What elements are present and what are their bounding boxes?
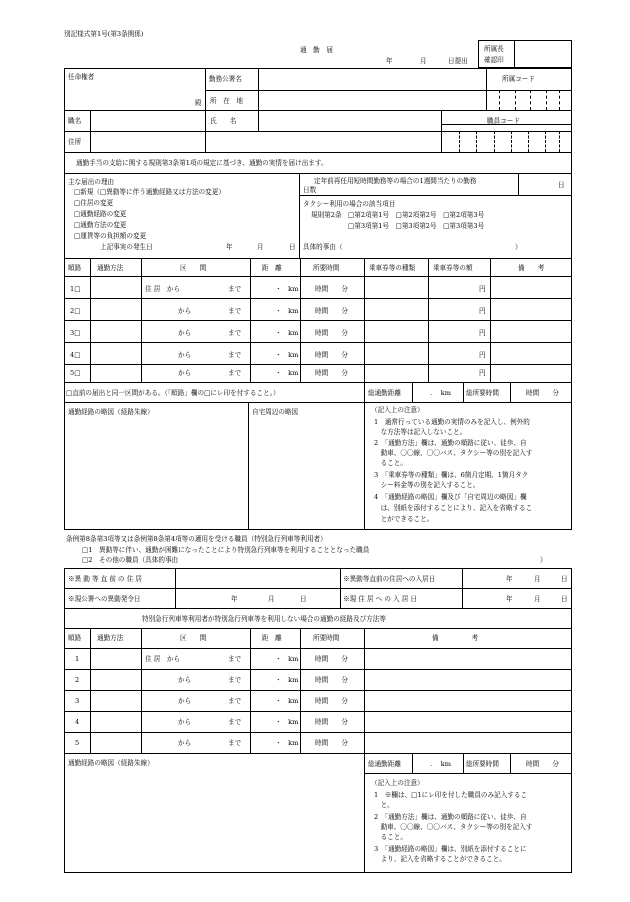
total-time-2-value[interactable]: 時間 分 — [526, 760, 559, 768]
curr-home-month: 月 — [534, 595, 541, 603]
position-label: 職名 — [68, 117, 82, 125]
t2-row-time: 時間 分 — [315, 676, 348, 684]
home-map-area[interactable] — [252, 420, 360, 525]
total-distance-2-value[interactable]: . km — [430, 760, 452, 768]
prev-home-date-label: ※異動等直前の住居への入居日 — [343, 575, 436, 583]
t2-row-time: 時間 分 — [315, 655, 348, 663]
reason-item[interactable]: □新規（□異動等に伴う通勤経路又は方法の変更） — [74, 188, 225, 196]
t2-row-to: まで — [228, 697, 242, 705]
col-line — [90, 628, 91, 753]
row-line — [64, 402, 572, 403]
t2-row-time: 時間 分 — [315, 718, 348, 726]
route-map-2-area[interactable] — [68, 772, 360, 868]
col-line — [250, 628, 251, 753]
t1-row-km: ・ km — [275, 307, 299, 315]
name-label: 氏 名 — [210, 117, 237, 125]
row-line — [64, 131, 572, 132]
col-line — [141, 258, 142, 382]
staff-code-cell-divider — [559, 131, 560, 152]
col-line — [90, 110, 91, 152]
t2-header-distance: 距 離 — [262, 634, 282, 642]
notes-1-line: 1 通常行っている通勤の実情のみを記入し、例外的 — [374, 418, 530, 426]
staff-code-cell-divider — [545, 131, 546, 152]
address-label: 住所 — [68, 138, 82, 146]
parttime-unit: 日 — [558, 181, 565, 189]
special-option-1[interactable]: □1 異動等に伴い、通勤が困難になったことにより特別急行列車等を利用することとなった職員 — [82, 546, 370, 554]
col-line — [486, 68, 487, 110]
curr-home-date-label: ※現 住 居 へ の 入 居 日 — [343, 595, 418, 603]
special-heading: 条例第8条第3項等又は条例第8条第4項等の適用を受ける職員（特別急行列車等利用者） — [66, 535, 327, 543]
occurred-month: 月 — [257, 243, 264, 251]
curr-home-year: 年 — [506, 595, 513, 603]
t1-row-no[interactable]: 4□ — [70, 351, 81, 359]
office-name-field[interactable] — [262, 72, 482, 86]
t1-row-km: ・ km — [275, 329, 299, 337]
row-line — [64, 608, 572, 609]
dept-code-cell-divider — [499, 90, 500, 110]
t1-row-to: まで — [228, 285, 242, 293]
t1-header-method: 通勤方法 — [97, 264, 124, 272]
t2-header-method: 通勤方法 — [97, 634, 124, 642]
notes-1-line: 3 「乗車券等の種類」欄は、6箇月定期、1箇月タク — [374, 471, 529, 479]
occurred-day: 日 — [289, 243, 296, 251]
t2-header-time: 所要時間 — [313, 634, 340, 642]
col-line — [463, 382, 464, 402]
t2-header-route: 順路 — [68, 634, 82, 642]
prev-home-field[interactable] — [179, 571, 336, 585]
row-line — [205, 90, 572, 91]
total-distance-label: 総通勤距離 — [368, 389, 401, 397]
parttime-days-field[interactable] — [521, 177, 555, 191]
stamp-divider — [514, 40, 515, 68]
notes-2-title: （記入上の注意） — [371, 779, 424, 787]
t1-row-no[interactable]: 3□ — [70, 329, 81, 337]
occurred-date-label: 上記事実の発生日 — [100, 243, 153, 251]
submit-year: 年 — [386, 57, 393, 65]
col-line — [412, 753, 413, 773]
notes-1-line: な方法等は記入しないこと。 — [374, 428, 467, 436]
location-label: 所 在 地 — [210, 97, 243, 105]
notes-2-line: 2 「通勤方法」欄は、通勤の順路に従い、徒歩、自 — [374, 813, 527, 821]
stamp-label-1: 所属長 — [484, 45, 504, 53]
dept-code-label: 所属コード — [502, 75, 535, 83]
row-line — [64, 588, 572, 589]
curr-home-day: 日 — [561, 595, 568, 603]
curr-office-date-label: ※現公署への異動発令日 — [68, 595, 141, 603]
t2-row-no: 5 — [75, 739, 80, 747]
row-line — [64, 110, 572, 111]
col-line — [141, 628, 142, 753]
col-line — [90, 258, 91, 382]
col-line — [510, 753, 511, 773]
notes-1-line: 動車、〇〇線、〇〇バス、タクシー等の別を記入す — [374, 449, 533, 457]
staff-code-cell-divider — [528, 131, 529, 152]
route-map-label: 通勤経路の略図（経路朱線） — [68, 408, 154, 416]
notes-2-line: より、記入を省略することができること。 — [374, 855, 506, 863]
t2-row-time: 時間 分 — [315, 697, 348, 705]
staff-code-cell-divider — [511, 131, 512, 152]
taxi-reason-field[interactable] — [350, 240, 510, 252]
notes-2-line: ること。 — [374, 833, 407, 841]
notes-1-line: 2 「通勤方法」欄は、通勤の順路に従い、徒歩、自 — [374, 439, 527, 447]
t1-row-yen: 円 — [479, 285, 486, 293]
special-reason-close: ） — [540, 556, 547, 564]
t1-header-route: 順路 — [68, 264, 82, 272]
t1-row-time: 時間 分 — [315, 285, 348, 293]
notes-1-line: シー料金等の別を記入すること。 — [374, 481, 480, 489]
prev-home-month: 月 — [534, 575, 541, 583]
t1-row-from: から — [178, 329, 192, 337]
notes-1-line: ること。 — [374, 459, 407, 467]
t1-row-no[interactable]: 5□ — [70, 369, 81, 377]
t2-row-to: まで — [228, 718, 242, 726]
row-line — [64, 753, 572, 754]
notes-1-line: とができること。 — [374, 515, 434, 523]
t2-row-km: ・ km — [275, 739, 299, 747]
total-time-2-label: 総所要時間 — [466, 760, 499, 768]
curr-office-month: 月 — [268, 595, 275, 603]
notes-1-title: （記入上の注意） — [371, 406, 424, 414]
t1-row-time: 時間 分 — [315, 351, 348, 359]
notes-1-line: は、別紙を添付することにより、記入を省略するこ — [374, 504, 533, 512]
t2-row-km: ・ km — [275, 676, 299, 684]
declaration-text: 通勤手当の支給に関する規則第3条第1項の規定に基づき、通勤の実情を届け出ます。 — [76, 159, 328, 167]
col-line — [510, 382, 511, 402]
t2-header-section: 区 間 — [180, 634, 207, 642]
route-map-2-label: 通勤経路の略図（経路朱線） — [68, 759, 154, 767]
t1-row-from: から — [178, 307, 192, 315]
reason-item[interactable]: □運賃等の負担額の変更 — [74, 232, 147, 240]
notes-2-line: 動車、〇〇線、〇〇バス、タクシー等の別を記入す — [374, 823, 533, 831]
t2-row-no: 1 — [75, 655, 80, 663]
staff-code-cell-divider — [494, 131, 495, 152]
reason-item[interactable]: □通勤経路の変更 — [74, 210, 127, 218]
t1-row-to: まで — [228, 351, 242, 359]
t1-row-no[interactable]: 1□ — [70, 285, 81, 293]
parttime-label-2: 日数 — [303, 186, 317, 194]
reason-header: 主な届出の理由 — [68, 178, 115, 186]
t2-row-to: まで — [228, 676, 242, 684]
row-line — [64, 382, 572, 383]
col-line — [428, 258, 429, 382]
t1-row-yen: 円 — [479, 369, 486, 377]
notes-2-line: と。 — [374, 801, 394, 809]
notes-2-line: 3 「通勤経路の略図」欄は、別紙を添付することに — [374, 845, 527, 853]
parttime-label-1: 定年前再任用短時間勤務等の場合の1週間当たりの勤務 — [314, 177, 477, 185]
occurred-year: 年 — [226, 243, 233, 251]
honorific-label: 殿 — [195, 99, 202, 107]
t1-header-time: 所要時間 — [313, 264, 340, 272]
staff-code-label: 職員コード — [487, 117, 520, 125]
staff-code-cell-divider — [459, 131, 460, 152]
col-line — [250, 258, 251, 382]
col-line — [299, 173, 300, 258]
location-field[interactable] — [262, 93, 482, 107]
t1-header-ticket-type: 乗車券等の種類 — [369, 264, 416, 272]
col-line — [300, 628, 301, 753]
curr-office-year: 年 — [231, 595, 238, 603]
dept-code-cell-divider — [559, 90, 560, 110]
stamp-label-2: 確認印 — [484, 56, 504, 64]
table2-caption: 特別急行列車等利用者が特別急行列車等を利用しない場合の通勤の経路及び方法等 — [142, 615, 386, 623]
col-line — [364, 628, 365, 753]
t1-row-km: ・ km — [275, 351, 299, 359]
office-name-label: 勤務公署名 — [209, 75, 242, 83]
curr-office-day: 日 — [300, 595, 307, 603]
t1-header-ticket-amount: 乗車券等の額 — [433, 264, 473, 272]
t2-row-to: まで — [228, 739, 242, 747]
reason-item[interactable]: □通勤方法の変更 — [74, 221, 127, 229]
t2-row-from: から — [178, 739, 192, 747]
t1-row-time: 時間 分 — [315, 329, 348, 337]
prev-home-year: 年 — [506, 575, 513, 583]
prev-home-day: 日 — [561, 575, 568, 583]
form-id: 別記様式第1号(第3条関係) — [64, 30, 144, 38]
row-line — [64, 152, 572, 153]
t1-row-to: まで — [228, 329, 242, 337]
total-distance-2-label: 総通勤距離 — [368, 760, 401, 768]
t1-row-to: まで — [228, 369, 242, 377]
col-line — [175, 568, 176, 608]
t1-row-to: まで — [228, 307, 242, 315]
total-distance-value[interactable]: . km — [430, 389, 452, 397]
t2-row-time: 時間 分 — [315, 739, 348, 747]
taxi-reason-label: 具体的事由（ — [303, 243, 343, 251]
col-line — [462, 568, 463, 608]
reason-item[interactable]: □住居の変更 — [74, 199, 114, 207]
t2-row-no: 4 — [75, 718, 80, 726]
name-field[interactable] — [262, 114, 437, 128]
col-line — [258, 68, 259, 131]
row-line — [364, 773, 572, 774]
t2-row-km: ・ km — [275, 697, 299, 705]
col-line — [364, 402, 365, 530]
col-line — [412, 382, 413, 402]
col-line — [364, 258, 365, 382]
dept-code-cell-divider — [515, 90, 516, 110]
dept-code-cell-divider — [530, 90, 531, 110]
t1-row-no[interactable]: 2□ — [70, 307, 81, 315]
taxi-rule: 規則第2条 — [311, 211, 342, 219]
t2-row-km: ・ km — [275, 655, 299, 663]
t2-row-km: ・ km — [275, 718, 299, 726]
col-line — [490, 258, 491, 382]
t1-row-from: 住 居 から — [145, 285, 181, 293]
t2-row-to: まで — [228, 655, 242, 663]
col-line — [248, 402, 249, 530]
taxi-reason-close: ） — [515, 243, 522, 251]
col-line — [340, 568, 341, 608]
t2-row-from: から — [178, 718, 192, 726]
notes-2-line: 1 ※欄は、□1にレ印を付した職員のみ記入するこ — [374, 791, 528, 799]
t2-header-remarks: 備 考 — [432, 634, 479, 642]
t1-row-from: から — [178, 369, 192, 377]
submit-month: 月 — [420, 57, 427, 65]
col-line — [300, 258, 301, 382]
t1-row-km: ・ km — [275, 369, 299, 377]
col-line — [441, 110, 442, 152]
special-option-2[interactable]: □2 その他の職員（具体的事由 — [82, 556, 179, 564]
address-field[interactable] — [94, 135, 434, 149]
t2-row-from: 住 居 から — [145, 655, 181, 663]
t1-row-from: から — [178, 351, 192, 359]
t1-row-time: 時間 分 — [315, 369, 348, 377]
t1-header-remarks: 備 考 — [518, 264, 545, 272]
t1-header-distance: 距 離 — [262, 264, 282, 272]
staff-code-cell-divider — [476, 131, 477, 152]
row-line — [299, 195, 572, 196]
t2-row-from: から — [178, 697, 192, 705]
route-map-area[interactable] — [68, 420, 244, 525]
dept-code-cell-divider — [546, 90, 547, 110]
row-line — [64, 173, 572, 174]
t1-row-yen: 円 — [479, 329, 486, 337]
t1-row-yen: 円 — [479, 351, 486, 359]
t1-row-km: ・ km — [275, 285, 299, 293]
form-title: 通 勤 届 — [300, 46, 333, 54]
appointer-label: 任命権者 — [68, 73, 95, 81]
taxi-options-row2[interactable]: □第3項第1号 □第3項第2号 □第3項第3号 — [348, 222, 485, 230]
taxi-header: タクシー利用の場合の該当項目 — [303, 200, 396, 208]
row-line — [441, 124, 572, 125]
prev-home-label: ※異 動 等 直 前 の 住 居 — [68, 575, 143, 583]
total-time-label: 総所要時間 — [466, 389, 499, 397]
t2-row-no: 3 — [75, 697, 80, 705]
notes-1-line: 4 「通勤経路の略図」欄及び「自宅周辺の略図」欄 — [374, 493, 527, 501]
t1-row-yen: 円 — [479, 307, 486, 315]
home-map-label: 自宅周辺の略図 — [252, 408, 299, 416]
t1-row-time: 時間 分 — [315, 307, 348, 315]
t2-row-no: 2 — [75, 676, 80, 684]
taxi-options-row1[interactable]: □第2項第1号 □第2項第2号 □第2項第3号 — [348, 211, 485, 219]
submit-day: 日提出 — [448, 57, 468, 65]
col-line — [463, 753, 464, 773]
t1-header-section: 区 間 — [180, 264, 207, 272]
same-section-checkbox[interactable]: □直前の届出と同一区間がある。（「順路」欄の□にレ印を付すること。） — [66, 389, 280, 397]
col-line — [364, 753, 365, 873]
col-line — [364, 382, 365, 402]
t2-row-from: から — [178, 676, 192, 684]
col-line — [518, 173, 519, 195]
total-time-value[interactable]: 時間 分 — [526, 389, 559, 397]
